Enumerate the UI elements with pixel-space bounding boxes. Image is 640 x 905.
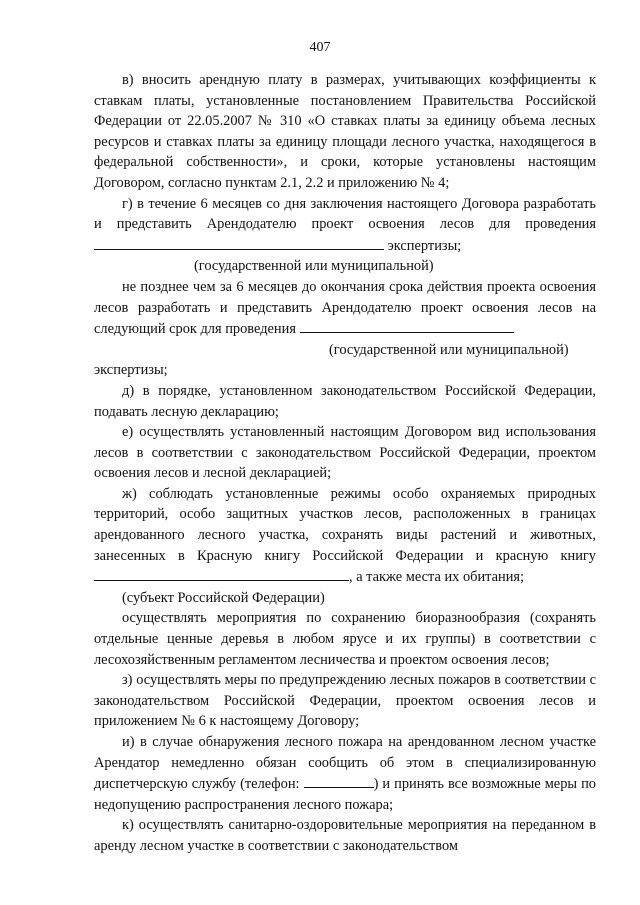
paragraph-g-text: г) в течение 6 месяцев со дня заключения настоящего Договора разработать и представить Арендодателю проект освоения лесов для проведения [94,195,596,233]
paragraph-zh-text: ж) соблюдать установленные режимы особо охраняемых природных территорий, особо защитных участков лесов, расположенных в границах арендованного лесного участка, сохранять виды растений и животных, занесенных в Красную книгу Российской Федерации и красную книгу [94,485,596,564]
paragraph-k: к) осуществлять санитарно-оздоровительные мероприятия на переданном в аренду лесном участке в соответствии с законодательством [94,817,596,854]
paragraph-late-text: не позднее чем за 6 месяцев до окончания срока действия проекта освоения лесов разработать и представить Арендодателю проект освоения лесов на следующий срок для проведения [94,278,596,338]
caption-subject-rf: (субъект Российской Федерации) [122,589,325,606]
paragraph-g [94,194,596,257]
blank-line [300,318,514,333]
paragraph-zh-text-end: , а также места их обитания; [349,569,525,586]
paragraph-i-text-end: ) и принять все возможные меры по недопущению распространения лесного пожара; [94,776,596,813]
caption-state-or-municipal-2: (государственной или муниципальной) [329,341,569,358]
phone-blank [304,773,374,788]
paragraph-z: з) осуществлять меры по предупреждению лесных пожаров в соответствии с законодательством Российской Федерации, проектом освоения лесов и приложением № 6 к настоящему Договору; [94,672,596,730]
paragraph-bio: осуществлять мероприятия по сохранению биоразнообразия (сохранять отдельные ценные деревья в любом ярусе и их группы) в соответствии с лесохозяйственным регламентом лесничества и проектом освоения лесов; [94,610,596,668]
paragraph-g-text-end: экспертизы; [387,237,462,254]
blank-line [94,235,384,250]
blank-line [94,566,349,581]
paragraph-late [94,277,596,340]
caption-state-or-municipal: (государственной или муниципальной) [194,258,434,275]
page-number: 407 [309,40,331,55]
paragraph-d: д) в порядке, установленном законодательством Российской Федерации, подавать лесную декларацию; [94,382,596,420]
paragraph-i-text: и) в случае обнаружения лесного пожара на арендованном лесном участке Арендатор немедленно обязан сообщить об этом в специализированную диспетчерскую службу (телефон: [94,734,596,793]
paragraph-i [94,732,596,815]
paragraph-v: в) вносить арендную плату в размерах, учитывающих коэффициенты к ставкам платы, установленные постановлением Правительства Российской Федерации от 22.05.2007 № 310 «О ставках платы за единицу объема лесных ресурсов и ставках платы за единицу площади лесного участка, находящегося в федеральной собственности», и сроки, которые установлены настоящим Договором, согласно пунктам 2.1, 2.2 и приложению № 4; [94,72,596,191]
paragraph-late-end: экспертизы; [94,362,168,379]
paragraph-e: е) осуществлять установленный настоящим Договором вид использования лесов в соответствии с законодательством Российской Федерации, проектом освоения лесов и лесной декларацией; [94,424,596,482]
document-body [94,70,596,857]
paragraph-zh [94,484,596,588]
